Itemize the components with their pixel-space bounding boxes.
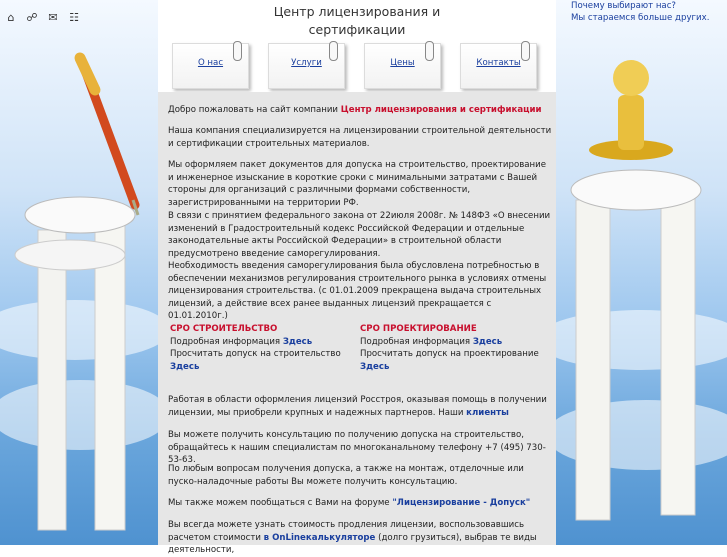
forum-text: Мы также можем пообщаться с Вами на форуме (168, 498, 393, 508)
questions-paragraph: По любым вопросам получения допуска, а также на монтаж, отделочные или пуско-наладочные работы Вы можете получить консультацию. (168, 464, 524, 487)
top-icon-bar (4, 12, 81, 24)
partners-text: Работая в области оформления лицензий Росстроя, оказывая помощь в получении лицензии, мы приобрели крупных и надежных партнеров. Наши (168, 395, 547, 418)
sro-design-info-text: Подробная информация (360, 336, 473, 347)
sro-build-calc (170, 348, 360, 373)
sitemap-icon[interactable]: ☍ (26, 11, 38, 24)
right-decor-panel (556, 0, 727, 545)
sro-build-info-text: Подробная информация (170, 336, 283, 347)
we-try-harder-link[interactable]: Мы стараемся больше других. (571, 13, 710, 23)
main-nav (158, 40, 556, 90)
sro-design-block (360, 323, 550, 373)
page-title (158, 3, 556, 39)
mail-icon[interactable]: ✉ (48, 11, 58, 24)
need-paragraph: Необходимость введения саморегулирования была обусловлена потребностью в обеспечении механизмов регулирования строительного рынка в условиях отмены лицензирования строительства. (с 01.01.2009 прекращена выдача строительных лицензий, а действие всех ранее выданных лицензий прекращается с 01.01.2010г.) (168, 261, 547, 322)
sro-design-calc-text: Просчитать допуск на проектирование (360, 349, 539, 360)
calculator-text: Вы всегда можете узнать стоимость продления лицензии, воспользовавшись расчетом стоимости (168, 520, 525, 543)
calculator-paragraph (168, 519, 552, 557)
company-name: Центр лицензирования и сертификации (340, 105, 542, 115)
nav-tab-services (268, 43, 345, 89)
nav-tab-contacts (460, 43, 537, 89)
nav-link-about[interactable]: О нас (197, 58, 224, 68)
nav-link-contacts[interactable]: Контакты (476, 58, 521, 68)
stamp-and-papers-illustration (556, 0, 727, 545)
nav-tab-about (172, 43, 249, 89)
services-paragraph: Мы оформляем пакет документов для допуска на строительство, проектирование и инженерное изыскание в короткие сроки с минимальными затратами с Вашей стороны для организаций с различными формами собственности, зарегистрированными на территории РФ. (168, 160, 547, 208)
title-line-2: сертификации (308, 22, 406, 37)
company-paragraph: Наша компания специализируется на лицензировании строительной деятельности и сертификации строительных материалов. (168, 126, 552, 149)
sro-build-title: СРО СТРОИТЕЛЬСТВО (170, 324, 278, 334)
contacts-icon[interactable]: ☷ (69, 11, 79, 24)
online-calculator-link[interactable]: в OnLineкалькуляторе (263, 532, 376, 543)
sro-build-info (170, 336, 360, 349)
nav-link-services[interactable]: Услуги (291, 58, 322, 68)
sro-design-info (360, 336, 550, 349)
sro-design-calc-link[interactable]: Здесь (360, 361, 390, 372)
left-decor-panel (0, 0, 158, 545)
main-content (158, 92, 556, 556)
sro-build-calc-link[interactable]: Здесь (170, 361, 200, 372)
welcome-text (168, 104, 552, 117)
forum-paragraph (168, 497, 552, 510)
why-choose-us-link[interactable]: Почему выбирают нас? (571, 1, 676, 11)
sro-build-calc-text: Просчитать допуск на строительство (170, 349, 341, 360)
welcome-prefix: Добро пожаловать на сайт компании (168, 105, 341, 115)
nav-tab-prices (364, 43, 441, 89)
sro-design-title: СРО ПРОЕКТИРОВАНИЕ (360, 324, 477, 334)
pen-and-papers-illustration (0, 0, 158, 545)
partners-paragraph (168, 394, 552, 419)
calculator-suffix: (долго грузиться), выбрав те виды деятельности, (168, 532, 537, 556)
home-icon[interactable]: ⌂ (7, 11, 15, 24)
nav-link-prices[interactable]: Цены (390, 58, 415, 68)
forum-link[interactable]: "Лицензирование - Допуск" (392, 498, 531, 508)
law-paragraph: В связи с принятием федерального закона от 22июля 2008г. № 148ФЗ «О внесении изменений в Градостроительный кодекс Российской Федерации и отдельные законодательные акты Российской Федерации» в строительной области предусмотрено введение саморегулирования. (168, 211, 551, 259)
title-line-1: Центр лицензирования и (273, 4, 441, 19)
sro-build-info-link[interactable]: Здесь (282, 336, 313, 347)
clients-link[interactable]: клиенты (466, 407, 509, 418)
sro-build-block (170, 323, 360, 373)
right-promo-links (571, 0, 709, 24)
consult-paragraph: Вы можете получить консультацию по получению допуска на строительство, обращайтесь к нашим специалистам по многоканальному телефону +7 (495) 730-53-63. (168, 430, 546, 466)
sro-design-info-link[interactable]: Здесь (472, 336, 503, 347)
